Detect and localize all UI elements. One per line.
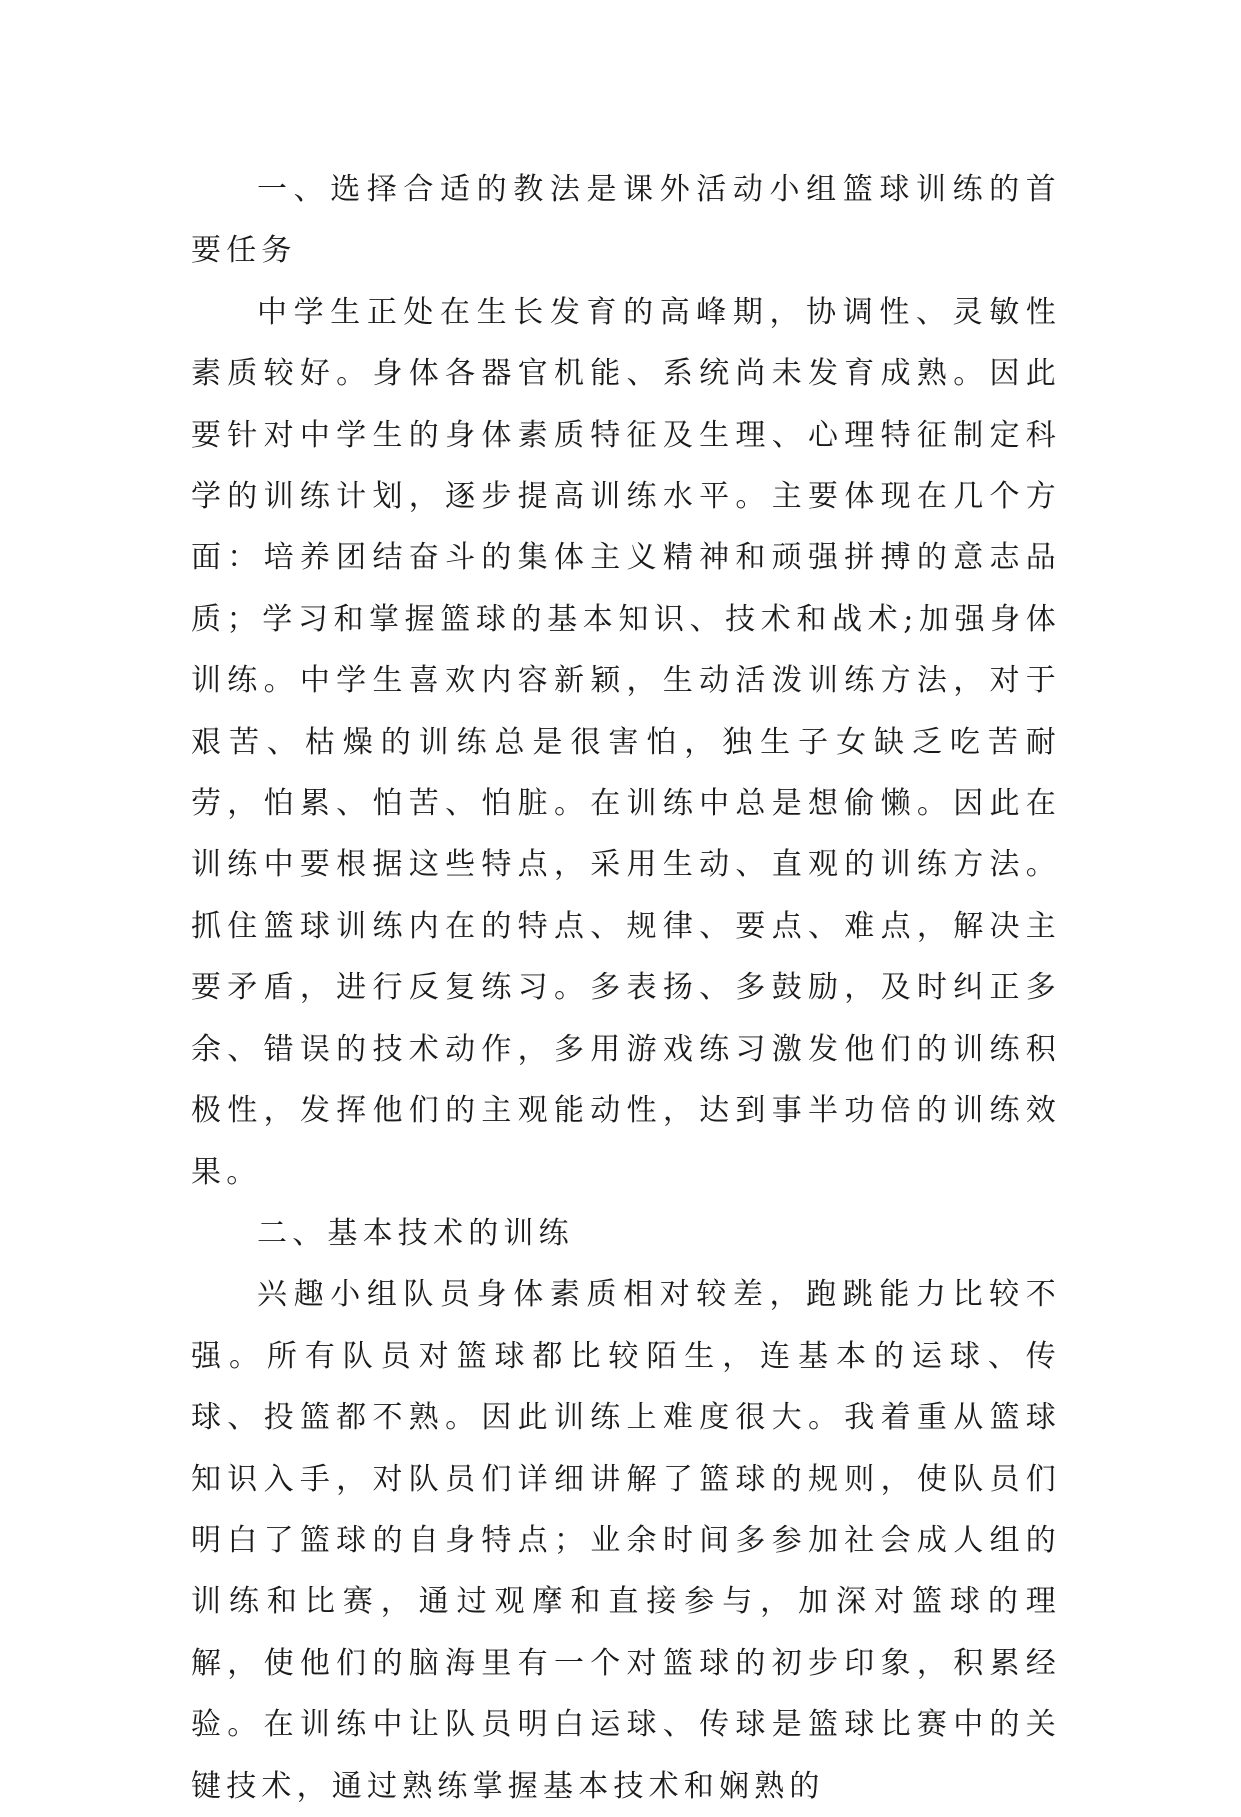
body-paragraph-2: 兴趣小组队员身体素质相对较差，跑跳能力比较不强。所有队员对篮球都比较陌生，连基本的运球、传球、投篮都不熟。因此训练上难度很大。我着重从篮球知识入手，对队员们详细讲解了篮球的规则，使队员们明白了篮球的自身特点；业余时间多参加社会成人组的训练和比赛，通过观摩和直接参与，加深对篮球的理解，使他们的脑海里有一个对篮球的初步印象，积累经验。在训练中让队员明白运球、传球是篮球比赛中的关键技术，通过熟练掌握基本技术和娴熟的 (191, 1277, 1061, 1804)
section-heading-1: 一、选择合适的教法是课外活动小组篮球训练的首要任务 (191, 172, 1061, 269)
document-body (191, 159, 1061, 1817)
section-heading-2: 二、基本技术的训练 (257, 1215, 574, 1251)
body-paragraph-1: 中学生正处在生长发育的高峰期，协调性、灵敏性素质较好。身体各器官机能、系统尚未发育成熟。因此要针对中学生的身体素质特征及生理、心理特征制定科学的训练计划，逐步提高训练水平。主要体现在几个方面：培养团结奋斗的集体主义精神和顽强拼搏的意志品质；学习和掌握篮球的基本知识、技术和战术;加强身体训练。中学生喜欢内容新颖，生动活泼训练方法，对于艰苦、枯燥的训练总是很害怕，独生子女缺乏吃苦耐劳，怕累、怕苦、怕脏。在训练中总是想偷懒。因此在训练中要根据这些特点，采用生动、直观的训练方法。抓住篮球训练内在的特点、规律、要点、难点，解决主要矛盾，进行反复练习。多表扬、多鼓励，及时纠正多余、错误的技术动作，多用游戏练习激发他们的训练积极性，发挥他们的主观能动性，达到事半功倍的训练效果。 (191, 294, 1061, 1190)
